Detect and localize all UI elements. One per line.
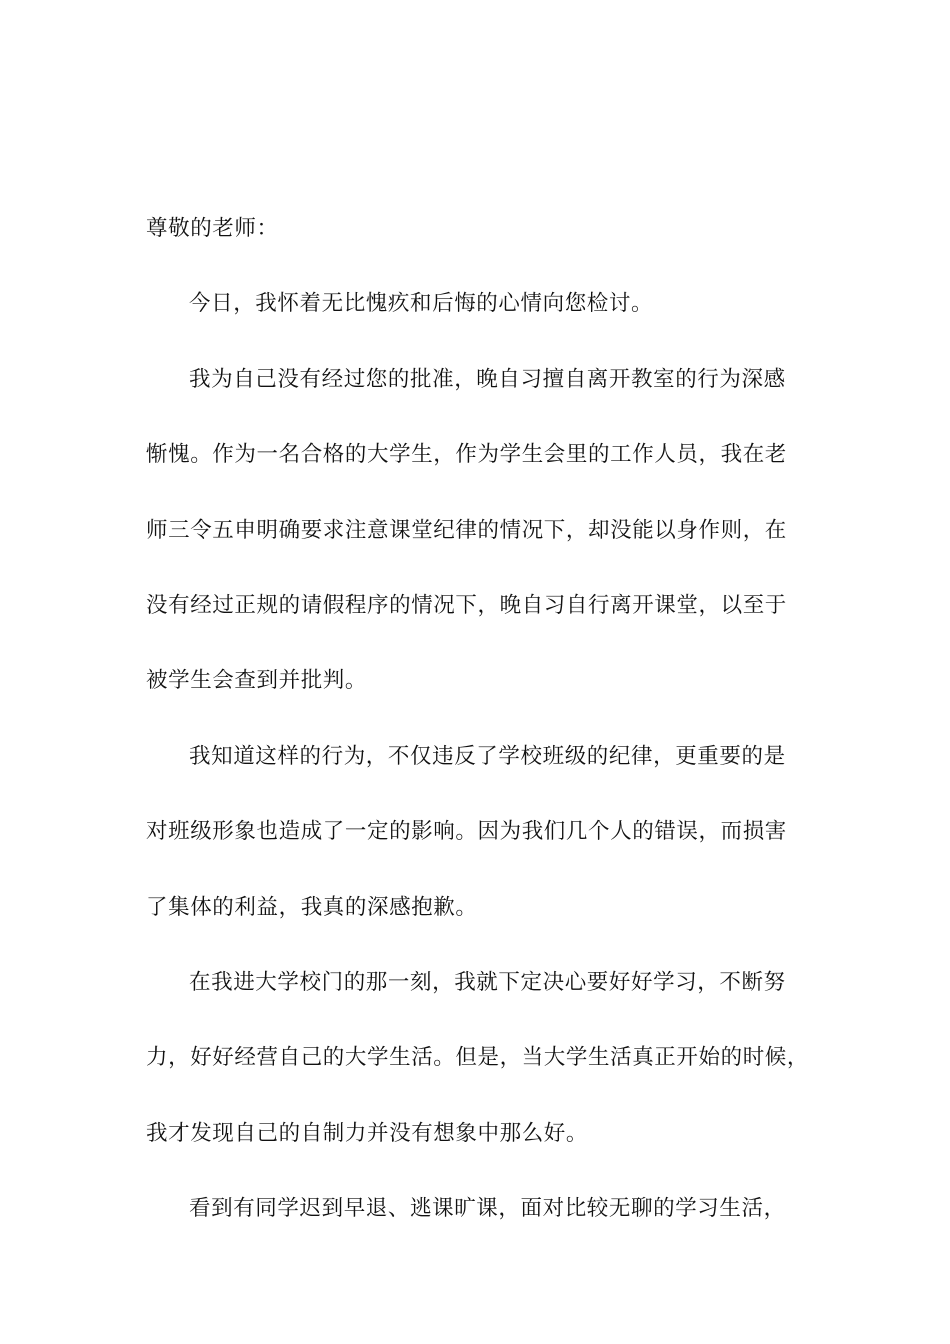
text-line: 被学生会查到并批判。 [146,668,368,694]
text-line: 看到有同学迟到早退、逃课旷课，面对比较无聊的学习生活， [189,1196,786,1222]
text-line: 惭愧。作为一名合格的大学生，作为学生会里的工作人员，我在老 [146,442,787,468]
text-line: 今日，我怀着无比愧疚和后悔的心情向您检讨。 [189,291,654,317]
text-line: 力，好好经营自己的大学生活。但是，当大学生活真正开始的时候， [146,1045,810,1071]
text-line: 在我进大学校门的那一刻，我就下定决心要好好学习，不断努 [189,969,786,995]
text-line: 了集体的利益，我真的深感抱歉。 [146,894,478,920]
text-line: 我知道这样的行为，不仅违反了学校班级的纪律，更重要的是 [189,743,786,769]
letter-body [146,210,826,1265]
text-line: 师三令五申明确要求注意课堂纪律的情况下，却没能以身作则，在 [146,517,787,543]
text-line: 没有经过正规的请假程序的情况下，晚自习自行离开课堂，以至于 [146,592,787,618]
text-line: 对班级形象也造成了一定的影响。因为我们几个人的错误，而损害 [146,819,787,845]
text-line: 我为自己没有经过您的批准，晚自习擅自离开教室的行为深感 [189,366,786,392]
text-line: 我才发现自己的自制力并没有想象中那么好。 [146,1120,589,1146]
salutation: 尊敬的老师： [146,216,279,241]
